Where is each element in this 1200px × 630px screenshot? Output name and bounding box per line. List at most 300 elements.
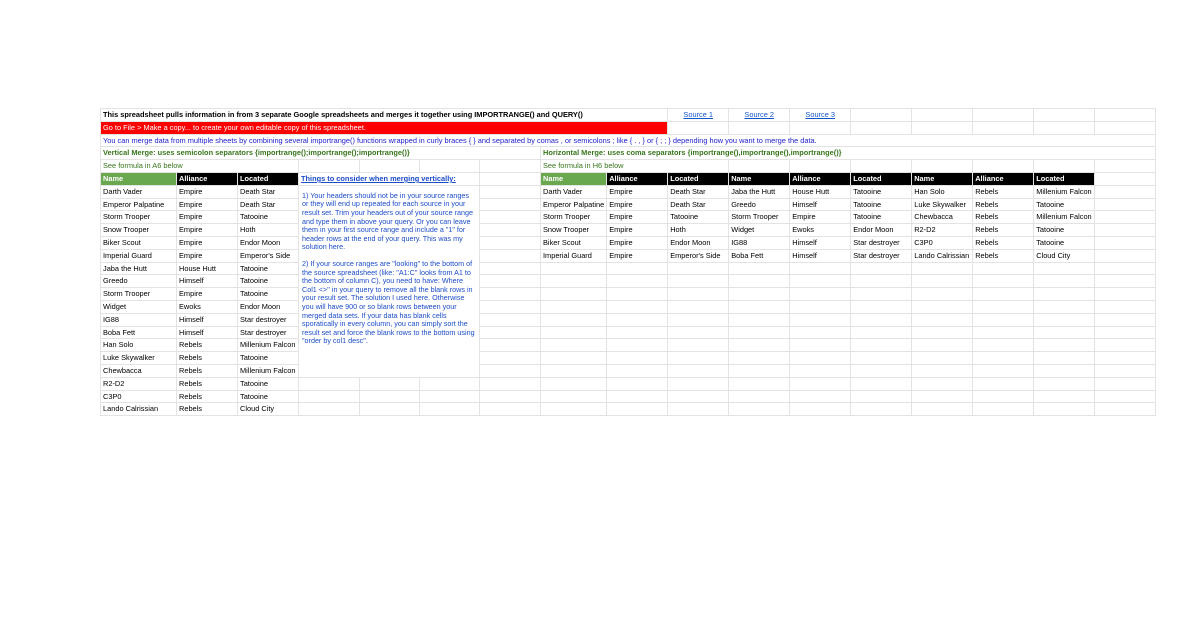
sheet-cell[interactable]: [1034, 262, 1095, 275]
sheet-cell[interactable]: [851, 339, 912, 352]
vertical-data-cell[interactable]: Empire: [177, 236, 238, 249]
vertical-data-cell[interactable]: Death Star: [238, 198, 299, 211]
horizontal-data-cell[interactable]: Himself: [790, 249, 851, 262]
vertical-data-cell[interactable]: Empire: [177, 224, 238, 237]
horizontal-data-cell[interactable]: Tatooine: [668, 211, 729, 224]
sheet-cell[interactable]: [668, 300, 729, 313]
sheet-cell[interactable]: [912, 390, 973, 403]
sheet-cell[interactable]: [541, 262, 607, 275]
horizontal-data-cell[interactable]: Empire: [607, 224, 668, 237]
sheet-cell[interactable]: [607, 352, 668, 365]
sheet-cell[interactable]: [729, 364, 790, 377]
vertical-data-cell[interactable]: Ewoks: [177, 300, 238, 313]
sheet-cell[interactable]: [729, 390, 790, 403]
column-header[interactable]: Alliance: [973, 172, 1034, 185]
horizontal-data-cell[interactable]: Himself: [790, 236, 851, 249]
vertical-name-cell[interactable]: Lando Calrissian: [101, 403, 177, 416]
sheet-cell[interactable]: [480, 300, 541, 313]
horizontal-data-cell[interactable]: Darth Vader: [541, 185, 607, 198]
sheet-cell[interactable]: [851, 313, 912, 326]
considerations-heading[interactable]: Things to consider when merging vertically:: [299, 172, 480, 185]
sheet-cell[interactable]: [360, 377, 420, 390]
horizontal-data-cell[interactable]: Endor Moon: [851, 224, 912, 237]
sheet-cell[interactable]: [541, 288, 607, 301]
sheet-cell[interactable]: [973, 275, 1034, 288]
sheet-cell[interactable]: [1034, 403, 1095, 416]
sheet-cell[interactable]: [912, 377, 973, 390]
horizontal-data-cell[interactable]: Himself: [790, 198, 851, 211]
sheet-cell[interactable]: [480, 249, 541, 262]
sheet-cell[interactable]: [973, 364, 1034, 377]
sheet-cell[interactable]: [912, 352, 973, 365]
sheet-cell[interactable]: [851, 403, 912, 416]
vertical-name-cell[interactable]: C3P0: [101, 390, 177, 403]
sheet-cell[interactable]: [1095, 172, 1156, 185]
horizontal-data-cell[interactable]: Widget: [729, 224, 790, 237]
vertical-data-cell[interactable]: Empire: [177, 198, 238, 211]
sheet-cell[interactable]: [729, 300, 790, 313]
vertical-data-cell[interactable]: Endor Moon: [238, 300, 299, 313]
sheet-cell[interactable]: [973, 326, 1034, 339]
vertical-data-cell[interactable]: House Hutt: [177, 262, 238, 275]
sheet-cell[interactable]: [668, 403, 729, 416]
sheet-cell[interactable]: [790, 377, 851, 390]
horizontal-data-cell[interactable]: Snow Trooper: [541, 224, 607, 237]
sheet-cell[interactable]: [668, 339, 729, 352]
sheet-cell[interactable]: [912, 364, 973, 377]
vertical-name-cell[interactable]: R2-D2: [101, 377, 177, 390]
horizontal-data-cell[interactable]: Death Star: [668, 198, 729, 211]
horizontal-data-cell[interactable]: Empire: [607, 185, 668, 198]
sheet-cell[interactable]: [1034, 352, 1095, 365]
sheet-cell[interactable]: [360, 160, 420, 173]
sheet-cell[interactable]: [480, 236, 541, 249]
vertical-data-cell[interactable]: Death Star: [238, 185, 299, 198]
horizontal-data-cell[interactable]: R2-D2: [912, 224, 973, 237]
sheet-cell[interactable]: [851, 377, 912, 390]
vertical-data-cell[interactable]: Rebels: [177, 403, 238, 416]
sheet-cell[interactable]: [1034, 390, 1095, 403]
horizontal-data-cell[interactable]: Tatooine: [851, 185, 912, 198]
horizontal-data-cell[interactable]: Tatooine: [1034, 236, 1095, 249]
sheet-cell[interactable]: [729, 288, 790, 301]
horizontal-data-cell[interactable]: Luke Skywalker: [912, 198, 973, 211]
horizontal-data-cell[interactable]: Storm Trooper: [729, 211, 790, 224]
vertical-data-cell[interactable]: Emperor's Side: [238, 249, 299, 262]
horizontal-data-cell[interactable]: Jaba the Hutt: [729, 185, 790, 198]
source-2-link[interactable]: Source 2: [729, 109, 790, 122]
sheet-cell[interactable]: [541, 403, 607, 416]
sheet-cell[interactable]: [851, 352, 912, 365]
sheet-cell[interactable]: [480, 198, 541, 211]
sheet-cell[interactable]: [1095, 211, 1156, 224]
sheet-cell[interactable]: [851, 275, 912, 288]
sheet-cell[interactable]: [912, 160, 973, 173]
sheet-cell[interactable]: [420, 390, 480, 403]
vertical-data-cell[interactable]: Hoth: [238, 224, 299, 237]
vertical-formula-note[interactable]: See formula in A6 below: [101, 160, 299, 173]
sheet-cell[interactable]: [729, 403, 790, 416]
horizontal-data-cell[interactable]: Rebels: [973, 185, 1034, 198]
column-header[interactable]: Alliance: [177, 172, 238, 185]
sheet-cell[interactable]: [480, 352, 541, 365]
column-header[interactable]: Name: [101, 172, 177, 185]
vertical-merge-heading[interactable]: Vertical Merge: uses semicolon separators {importrange();importrange();importrange()}: [101, 147, 541, 160]
sheet-cell[interactable]: [1034, 313, 1095, 326]
vertical-name-cell[interactable]: Emperor Palpatine: [101, 198, 177, 211]
sheet-cell[interactable]: [912, 275, 973, 288]
vertical-data-cell[interactable]: Empire: [177, 249, 238, 262]
vertical-name-cell[interactable]: Widget: [101, 300, 177, 313]
sheet-cell[interactable]: [668, 326, 729, 339]
sheet-cell[interactable]: [912, 262, 973, 275]
sheet-title[interactable]: This spreadsheet pulls information in from 3 separate Google spreadsheets and merges it together using IMPORTRANGE() and QUERY(): [101, 109, 668, 122]
sheet-cell[interactable]: [480, 390, 541, 403]
horizontal-data-cell[interactable]: Endor Moon: [668, 236, 729, 249]
vertical-name-cell[interactable]: Imperial Guard: [101, 249, 177, 262]
sheet-cell[interactable]: [299, 160, 360, 173]
sheet-cell[interactable]: [912, 288, 973, 301]
vertical-name-cell[interactable]: Chewbacca: [101, 364, 177, 377]
sheet-cell[interactable]: [480, 339, 541, 352]
vertical-data-cell[interactable]: Cloud City: [238, 403, 299, 416]
horizontal-data-cell[interactable]: Emperor Palpatine: [541, 198, 607, 211]
sheet-cell[interactable]: [790, 121, 851, 134]
horizontal-data-cell[interactable]: Empire: [607, 198, 668, 211]
sheet-cell[interactable]: [1034, 160, 1095, 173]
vertical-data-cell[interactable]: Millenium Falcon: [238, 364, 299, 377]
sheet-cell[interactable]: [851, 288, 912, 301]
vertical-data-cell[interactable]: Empire: [177, 185, 238, 198]
vertical-data-cell[interactable]: Empire: [177, 288, 238, 301]
horizontal-data-cell[interactable]: Imperial Guard: [541, 249, 607, 262]
sheet-cell[interactable]: [973, 352, 1034, 365]
sheet-cell[interactable]: [729, 377, 790, 390]
sheet-cell[interactable]: [480, 211, 541, 224]
sheet-cell[interactable]: [541, 377, 607, 390]
sheet-cell[interactable]: [1034, 339, 1095, 352]
sheet-cell[interactable]: [1095, 326, 1156, 339]
sheet-cell[interactable]: [790, 262, 851, 275]
horizontal-data-cell[interactable]: Emperor's Side: [668, 249, 729, 262]
sheet-cell[interactable]: [420, 377, 480, 390]
vertical-data-cell[interactable]: Tatooine: [238, 377, 299, 390]
vertical-data-cell[interactable]: Tatooine: [238, 352, 299, 365]
sheet-cell[interactable]: [973, 390, 1034, 403]
sheet-cell[interactable]: [1034, 275, 1095, 288]
vertical-name-cell[interactable]: IG88: [101, 313, 177, 326]
sheet-cell[interactable]: [668, 288, 729, 301]
sheet-cell[interactable]: [541, 326, 607, 339]
copy-instructions-banner[interactable]: Go to File > Make a copy... to create your own editable copy of this spreadsheet.: [101, 121, 668, 134]
horizontal-data-cell[interactable]: IG88: [729, 236, 790, 249]
source-3-link[interactable]: Source 3: [790, 109, 851, 122]
sheet-cell[interactable]: [668, 313, 729, 326]
vertical-data-cell[interactable]: Himself: [177, 326, 238, 339]
sheet-cell[interactable]: [851, 262, 912, 275]
sheet-cell[interactable]: [973, 160, 1034, 173]
sheet-cell[interactable]: [299, 377, 360, 390]
sheet-cell[interactable]: [607, 326, 668, 339]
vertical-data-cell[interactable]: Tatooine: [238, 390, 299, 403]
sheet-cell[interactable]: [1095, 313, 1156, 326]
sheet-cell[interactable]: [607, 300, 668, 313]
horizontal-data-cell[interactable]: Han Solo: [912, 185, 973, 198]
column-header[interactable]: Located: [238, 172, 299, 185]
sheet-cell[interactable]: [1095, 364, 1156, 377]
column-header[interactable]: Located: [668, 172, 729, 185]
sheet-cell[interactable]: [729, 275, 790, 288]
sheet-cell[interactable]: [790, 313, 851, 326]
vertical-name-cell[interactable]: Storm Trooper: [101, 288, 177, 301]
sheet-cell[interactable]: [973, 109, 1034, 122]
horizontal-data-cell[interactable]: Tatooine: [851, 211, 912, 224]
sheet-cell[interactable]: [973, 403, 1034, 416]
vertical-data-cell[interactable]: Rebels: [177, 352, 238, 365]
horizontal-data-cell[interactable]: Biker Scout: [541, 236, 607, 249]
sheet-cell[interactable]: [541, 300, 607, 313]
sheet-cell[interactable]: [668, 121, 729, 134]
sheet-cell[interactable]: [729, 326, 790, 339]
sheet-cell[interactable]: [541, 275, 607, 288]
horizontal-data-cell[interactable]: Empire: [790, 211, 851, 224]
column-header[interactable]: Located: [851, 172, 912, 185]
sheet-cell[interactable]: [360, 390, 420, 403]
sheet-cell[interactable]: [973, 339, 1034, 352]
vertical-data-cell[interactable]: Endor Moon: [238, 236, 299, 249]
horizontal-data-cell[interactable]: Empire: [607, 236, 668, 249]
sheet-cell[interactable]: [1034, 300, 1095, 313]
sheet-cell[interactable]: [1095, 390, 1156, 403]
sheet-cell[interactable]: [1034, 326, 1095, 339]
sheet-cell[interactable]: [1095, 236, 1156, 249]
horizontal-data-cell[interactable]: Millenium Falcon: [1034, 185, 1095, 198]
horizontal-data-cell[interactable]: Greedo: [729, 198, 790, 211]
sheet-cell[interactable]: [973, 300, 1034, 313]
sheet-cell[interactable]: [668, 262, 729, 275]
sheet-cell[interactable]: [1095, 352, 1156, 365]
sheet-cell[interactable]: [480, 172, 541, 185]
sheet-cell[interactable]: [668, 377, 729, 390]
horizontal-data-cell[interactable]: House Hutt: [790, 185, 851, 198]
column-header[interactable]: Alliance: [790, 172, 851, 185]
sheet-cell[interactable]: [729, 121, 790, 134]
sheet-cell[interactable]: [607, 313, 668, 326]
sheet-cell[interactable]: [668, 352, 729, 365]
sheet-cell[interactable]: [973, 288, 1034, 301]
horizontal-data-cell[interactable]: Rebels: [973, 198, 1034, 211]
sheet-cell[interactable]: [1034, 364, 1095, 377]
sheet-cell[interactable]: [607, 403, 668, 416]
sheet-cell[interactable]: [1095, 377, 1156, 390]
sheet-cell[interactable]: [912, 326, 973, 339]
sheet-cell[interactable]: [480, 224, 541, 237]
vertical-data-cell[interactable]: Himself: [177, 313, 238, 326]
column-header[interactable]: Name: [541, 172, 607, 185]
sheet-cell[interactable]: [729, 313, 790, 326]
horizontal-data-cell[interactable]: Tatooine: [1034, 198, 1095, 211]
sheet-cell[interactable]: [1034, 288, 1095, 301]
vertical-data-cell[interactable]: Star destroyer: [238, 326, 299, 339]
sheet-cell[interactable]: [790, 339, 851, 352]
sheet-cell[interactable]: [912, 109, 973, 122]
vertical-data-cell[interactable]: Rebels: [177, 339, 238, 352]
vertical-data-cell[interactable]: Tatooine: [238, 275, 299, 288]
sheet-cell[interactable]: [607, 262, 668, 275]
sheet-cell[interactable]: [541, 390, 607, 403]
sheet-cell[interactable]: [1095, 275, 1156, 288]
vertical-data-cell[interactable]: Millenium Falcon: [238, 339, 299, 352]
sheet-cell[interactable]: [668, 364, 729, 377]
sheet-cell[interactable]: [851, 390, 912, 403]
sheet-cell[interactable]: [480, 185, 541, 198]
horizontal-data-cell[interactable]: C3P0: [912, 236, 973, 249]
column-header[interactable]: Name: [729, 172, 790, 185]
sheet-cell[interactable]: [420, 160, 480, 173]
horizontal-data-cell[interactable]: Millenium Falcon: [1034, 211, 1095, 224]
sheet-cell[interactable]: [790, 364, 851, 377]
vertical-name-cell[interactable]: Biker Scout: [101, 236, 177, 249]
sheet-cell[interactable]: [1034, 377, 1095, 390]
sheet-cell[interactable]: [541, 364, 607, 377]
sheet-cell[interactable]: [790, 403, 851, 416]
sheet-cell[interactable]: [1095, 403, 1156, 416]
vertical-name-cell[interactable]: Snow Trooper: [101, 224, 177, 237]
sheet-cell[interactable]: [607, 390, 668, 403]
vertical-data-cell[interactable]: Tatooine: [238, 211, 299, 224]
horizontal-data-cell[interactable]: Rebels: [973, 236, 1034, 249]
sheet-cell[interactable]: [729, 160, 790, 173]
sheet-cell[interactable]: [790, 326, 851, 339]
horizontal-data-cell[interactable]: Storm Trooper: [541, 211, 607, 224]
sheet-cell[interactable]: [668, 390, 729, 403]
sheet-cell[interactable]: [299, 390, 360, 403]
sheet-cell[interactable]: [851, 326, 912, 339]
sheet-cell[interactable]: [912, 339, 973, 352]
sheet-cell[interactable]: [480, 160, 541, 173]
horizontal-merge-heading[interactable]: Horizontal Merge: uses coma separators {importrange(),importrange(),importrange()}: [541, 147, 1156, 160]
vertical-name-cell[interactable]: Luke Skywalker: [101, 352, 177, 365]
horizontal-formula-note[interactable]: See formula in H6 below: [541, 160, 729, 173]
sheet-cell[interactable]: [541, 313, 607, 326]
sheet-cell[interactable]: [607, 288, 668, 301]
sheet-cell[interactable]: [1095, 249, 1156, 262]
vertical-data-cell[interactable]: Star destroyer: [238, 313, 299, 326]
sheet-cell[interactable]: [790, 160, 851, 173]
sheet-cell[interactable]: [1095, 121, 1156, 134]
horizontal-data-cell[interactable]: Empire: [607, 249, 668, 262]
vertical-name-cell[interactable]: Greedo: [101, 275, 177, 288]
sheet-cell[interactable]: [790, 288, 851, 301]
sheet-cell[interactable]: [973, 262, 1034, 275]
column-header[interactable]: Name: [912, 172, 973, 185]
sheet-cell[interactable]: [1095, 300, 1156, 313]
sheet-cell[interactable]: [480, 288, 541, 301]
sheet-cell[interactable]: [480, 275, 541, 288]
sheet-cell[interactable]: [480, 262, 541, 275]
horizontal-data-cell[interactable]: Boba Fett: [729, 249, 790, 262]
horizontal-data-cell[interactable]: Ewoks: [790, 224, 851, 237]
horizontal-data-cell[interactable]: Lando Calrissian: [912, 249, 973, 262]
sheet-cell[interactable]: [299, 403, 360, 416]
vertical-data-cell[interactable]: Himself: [177, 275, 238, 288]
sheet-cell[interactable]: [851, 300, 912, 313]
sheet-cell[interactable]: [851, 160, 912, 173]
sheet-cell[interactable]: [1034, 109, 1095, 122]
horizontal-data-cell[interactable]: Rebels: [973, 211, 1034, 224]
horizontal-data-cell[interactable]: Tatooine: [851, 198, 912, 211]
sheet-cell[interactable]: [973, 313, 1034, 326]
sheet-cell[interactable]: [729, 339, 790, 352]
vertical-name-cell[interactable]: Jaba the Hutt: [101, 262, 177, 275]
vertical-name-cell[interactable]: Darth Vader: [101, 185, 177, 198]
vertical-name-cell[interactable]: Storm Trooper: [101, 211, 177, 224]
sheet-cell[interactable]: [1034, 121, 1095, 134]
sheet-cell[interactable]: [1095, 224, 1156, 237]
horizontal-data-cell[interactable]: Chewbacca: [912, 211, 973, 224]
horizontal-data-cell[interactable]: Cloud City: [1034, 249, 1095, 262]
sheet-cell[interactable]: [1095, 339, 1156, 352]
sheet-cell[interactable]: [851, 364, 912, 377]
sheet-cell[interactable]: [912, 403, 973, 416]
horizontal-data-cell[interactable]: Rebels: [973, 224, 1034, 237]
source-1-link[interactable]: Source 1: [668, 109, 729, 122]
horizontal-data-cell[interactable]: Star destroyer: [851, 236, 912, 249]
column-header[interactable]: Located: [1034, 172, 1095, 185]
sheet-cell[interactable]: [360, 403, 420, 416]
vertical-data-cell[interactable]: Empire: [177, 211, 238, 224]
vertical-name-cell[interactable]: Boba Fett: [101, 326, 177, 339]
sheet-cell[interactable]: [851, 121, 912, 134]
sheet-cell[interactable]: [973, 121, 1034, 134]
sheet-cell[interactable]: [607, 275, 668, 288]
horizontal-data-cell[interactable]: Tatooine: [1034, 224, 1095, 237]
sheet-cell[interactable]: [1095, 198, 1156, 211]
sheet-cell[interactable]: [1095, 288, 1156, 301]
sheet-cell[interactable]: [973, 377, 1034, 390]
sheet-cell[interactable]: [1095, 160, 1156, 173]
sheet-cell[interactable]: [1095, 262, 1156, 275]
vertical-data-cell[interactable]: Tatooine: [238, 288, 299, 301]
merge-info-text[interactable]: You can merge data from multiple sheets by combining several importrange() functions wrapped in curly braces { } and separated by comas , or semicolons ; like { . , } or { ; ; } depending how you want to merge the data.: [101, 134, 1156, 147]
sheet-cell[interactable]: [607, 364, 668, 377]
sheet-cell[interactable]: [480, 313, 541, 326]
vertical-name-cell[interactable]: Han Solo: [101, 339, 177, 352]
horizontal-data-cell[interactable]: Empire: [607, 211, 668, 224]
sheet-cell[interactable]: [541, 339, 607, 352]
column-header[interactable]: Alliance: [607, 172, 668, 185]
sheet-cell[interactable]: [912, 121, 973, 134]
sheet-cell[interactable]: [790, 275, 851, 288]
sheet-cell[interactable]: [1095, 185, 1156, 198]
sheet-cell[interactable]: [790, 300, 851, 313]
sheet-cell[interactable]: [607, 377, 668, 390]
vertical-data-cell[interactable]: Rebels: [177, 364, 238, 377]
horizontal-data-cell[interactable]: Hoth: [668, 224, 729, 237]
sheet-cell[interactable]: [607, 339, 668, 352]
sheet-cell[interactable]: [729, 262, 790, 275]
sheet-cell[interactable]: [420, 403, 480, 416]
sheet-cell[interactable]: [480, 403, 541, 416]
sheet-cell[interactable]: [541, 352, 607, 365]
sheet-cell[interactable]: [729, 352, 790, 365]
sheet-cell[interactable]: [668, 275, 729, 288]
sheet-cell[interactable]: [912, 300, 973, 313]
sheet-cell[interactable]: [480, 377, 541, 390]
sheet-cell[interactable]: [480, 364, 541, 377]
horizontal-data-cell[interactable]: Star destroyer: [851, 249, 912, 262]
sheet-cell[interactable]: [851, 109, 912, 122]
